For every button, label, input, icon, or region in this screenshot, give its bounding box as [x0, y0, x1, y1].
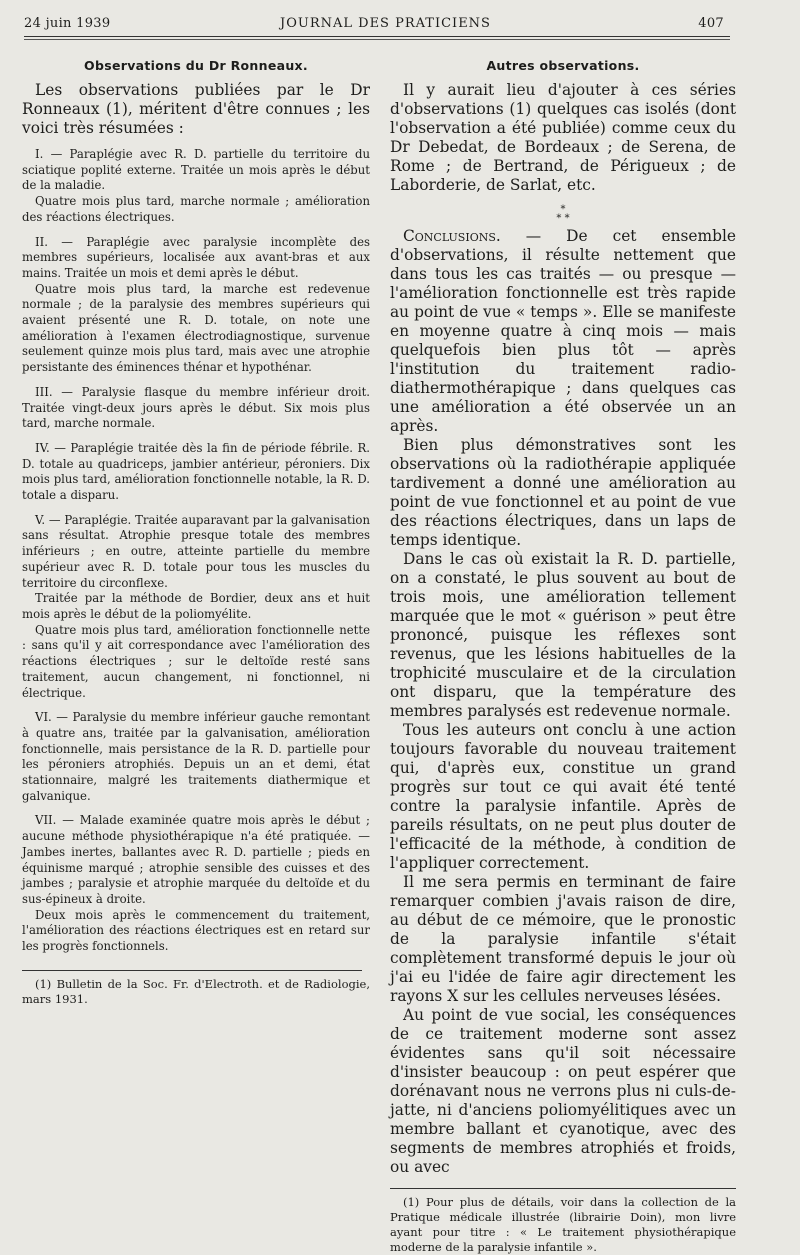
observation-6-text: VI. — Paralysie du membre inférieur gauche remontant à quatre ans, traitée par la galvanisation, amélioration fonctionnelle, mais persistance de la R. D. partielle pour les péroniers atrophiés. Depuis un an et demi, état stationnaire, malgré les traitements diathermique et galvanique.	[22, 710, 370, 803]
right-footnote-rule	[390, 1188, 736, 1189]
left-column	[22, 58, 370, 1007]
left-intro: Les observations publiées par le Dr Ronneaux (1), méritent d'être connues ; les voici très résumées :	[22, 81, 370, 137]
observation-5-treatment: Traitée par la méthode de Bordier, deux ans et huit mois après le début de la poliomyélite.	[22, 591, 370, 621]
right-paragraph-3: Bien plus démonstratives sont les observations où la radiothérapie appliquée tardivement a donné une amélioration au point de vue fonctionnel et au point de vue des réactions électriques, dans un laps de temps identique.	[390, 436, 736, 549]
observation-7-result: Deux mois après le commencement du traitement, l'amélioration des réactions électriques est en retard sur les progrès fonctionnels.	[22, 907, 370, 954]
right-paragraph-1: Il y aurait lieu d'ajouter à ces séries d'observations (1) quelques cas isolés (dont l'observation a été publiée) comme ceux du Dr Debedat, de Bordeaux ; de Serena, de Rome ; de Bertrand, de Périgueux ; de Laborderie, de Sarlat, etc.	[390, 81, 736, 194]
observation-3-text: III. — Paralysie flasque du membre inférieur droit. Traitée vingt-deux jours après le début. Six mois plus tard, marche normale.	[22, 384, 370, 431]
header-rule	[24, 36, 730, 37]
left-footnote: (1) Bulletin de la Soc. Fr. d'Electroth. et de Radiologie, mars 1931.	[22, 976, 370, 1006]
observation-2-result: Quatre mois plus tard, la marche est redevenue normale ; de la paralysie des membres supérieurs qui avaient présenté une R. D. totale, on note une amélioration à l'examen électrodiagnostique, survenue seulement quinze mois plus tard, mais avec une atrophie persistante des éminences thénar et hypothénar.	[22, 281, 370, 375]
observation-1-result: Quatre mois plus tard, marche normale ; amélioration des réactions électriques.	[22, 194, 370, 224]
header-page-number: 407	[698, 16, 724, 31]
right-paragraph-7: Au point de vue social, les conséquences de ce traitement moderne sont assez évidentes sans qu'il soit nécessaire d'insister beaucoup : on peut espérer que dorénavant nous ne verrons plus ni culs-de-jatte, ni d'anciens poliomyélitiques avec un membre ballant et cyanotique, avec des segments de membres atrophiés et froids, ou avec	[390, 1006, 736, 1176]
right-column	[390, 58, 736, 1255]
left-footnote-rule	[22, 970, 362, 971]
conclusions-label: Conclusions.	[403, 227, 501, 245]
header-journal-title: JOURNAL DES PRATICIENS	[280, 16, 491, 31]
right-paragraph-4: Dans le cas où existait la R. D. partielle, on a constaté, le plus souvent au bout de trois mois, une amélioration tellement marquée que le mot « guérison » peut être prononcé, puisque les réflexes sont revenus, que les lésions habituelles de la trophicité musculaire et de la circulation ont disparu, que la température des membres paralysés est redevenue normale.	[390, 550, 736, 720]
section-asterism: * * *	[556, 204, 570, 224]
observation-2-text: II. — Paraplégie avec paralysie incomplète des membres supérieurs, localisée aux avant-bras et aux mains. Traitée un mois et demi après le début.	[22, 234, 370, 280]
header-date: 24 juin 1939	[24, 16, 111, 31]
observation-5-result: Quatre mois plus tard, amélioration fonctionnelle nette : sans qu'il y ait correspondance avec l'amélioration des réactions électriques ; sur le deltoïde resté sans traitement, aucun changement, ni fonctionnel, ni électrique.	[22, 622, 370, 700]
right-footnote: (1) Pour plus de détails, voir dans la collection de la Pratique médicale illustrée (librairie Doin), mon livre ayant pour titre : « Le traitement physiothérapique moderne de la paralysie infantile ».	[390, 1195, 736, 1254]
conclusions-paragraph	[390, 227, 736, 436]
header-rule-secondary	[24, 39, 730, 40]
observation-5-text: V. — Paraplégie. Traitée auparavant par la galvanisation sans résultat. Atrophie presque totale des membres inférieurs ; en outre, atteinte partielle du membre supérieur avec R. D. totale pour tous les muscles du territoire du circonflexe.	[22, 512, 370, 590]
observation-4-text: IV. — Paraplégie traitée dès la fin de période fébrile. R. D. totale au quadriceps, jambier antérieur, péroniers. Dix mois plus tard, amélioration fonctionnelle notable, la R. D. totale a disparu.	[22, 440, 370, 503]
observation-7-text: VII. — Malade examinée quatre mois après le début ; aucune méthode physiothérapique n'a été pratiquée. — Jambes inertes, ballantes avec R. D. partielle ; pieds en équinisme marqué ; atrophie sensible des cuisses et des jambes ; paralysie et atrophie marquée du deltoïde et du sus-épineux à droite.	[22, 813, 370, 906]
observation-1-text: I. — Paraplégie avec R. D. partielle du territoire du sciatique poplité externe. Traitée un mois après le début de la maladie.	[22, 147, 370, 193]
left-section-title: Observations du Dr Ronneaux.	[84, 58, 308, 73]
conclusions-text: — De cet ensemble d'observations, il résulte nettement que dans tous les cas traités — ou presque — l'amélioration fonctionnelle est très rapide au point de vue « temps ». Elle se manifeste en moyenne quatre à cinq mois — mais quelquefois bien plus tôt — après l'institution du traitement radio-diathermothérapique ; dans quelques cas une amélioration a été observée un an après.	[390, 227, 736, 435]
right-paragraph-6: Il me sera permis en terminant de faire remarquer combien j'avais raison de dire, au début de ce mémoire, que le pronostic de la paralysie infantile s'était complètement transformé depuis le jour où j'ai eu l'idée de faire agir directement les rayons X sur les cellules nerveuses lésées.	[390, 873, 736, 1005]
right-section-title: Autres observations.	[486, 58, 640, 73]
right-paragraph-5: Tous les auteurs ont conclu à une action toujours favorable du nouveau traitement qui, d'après eux, constitue un grand progrès sur tout ce qui avait été tenté contre la paralysie infantile. Après de pareils résultats, on ne peut plus douter de l'efficacité de la méthode, à condition de l'appliquer correctement.	[390, 721, 736, 872]
running-header	[24, 16, 724, 36]
